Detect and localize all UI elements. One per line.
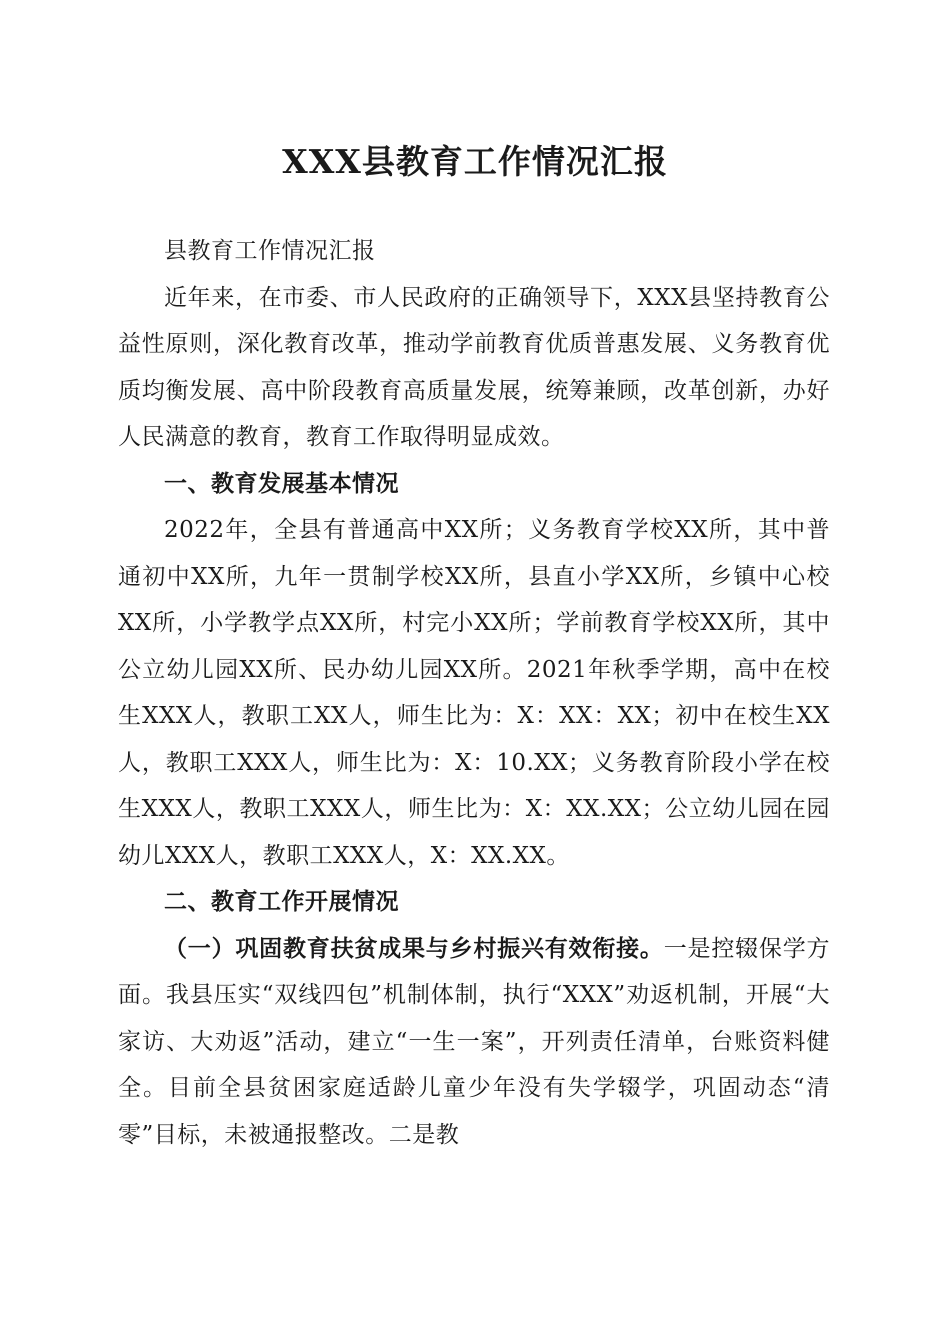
section-2-heading: 二、教育工作开展情况 <box>164 889 399 915</box>
section-1-heading: 一、教育发展基本情况 <box>164 470 399 497</box>
document-body <box>118 228 830 1158</box>
section-2-paragraph-text: 一是控辍保学方面。我县压实“双线四包”机制体制，执行“XXX”劝返机制，开展“大家访、大劝返”活动，建立“一生一案”，开列责任清单，台账资料健全。目前全县贫困家庭适龄儿童少年没有失学辍学，巩固动态“清零”目标，未被通报整改。二是教 <box>118 935 831 1148</box>
document-title: XXX县教育工作情况汇报 <box>282 142 668 181</box>
section-2-paragraph <box>118 926 830 1159</box>
intro-paragraph: 近年来，在市委、市人民政府的正确领导下，XXX县坚持教育公益性原则，深化教育改革，推动学前教育优质普惠发展、义务教育优质均衡发展、高中阶段教育高质量发展，统筹兼顾，改革创新，办好人民满意的教育，教育工作取得明显成效。 <box>118 284 830 450</box>
section-1-paragraph: 2022年，全县有普通高中XX所；义务教育学校XX所，其中普通初中XX所，九年一贯制学校XX所，县直小学XX所，乡镇中心校XX所，小学教学点XX所，村完小XX所；学前教育学校XX所，其中公立幼儿园XX所、民办幼儿园XX所。2021年秋季学期，高中在校生XXX人，教职工XX人，师生比为：X：XX：XX；初中在校生XX人，教职工XXX人，师生比为：X：10.XX；义务教育阶段小学在校生XXX人，教职工XXX人，师生比为：X：XX.XX；公立幼儿园在园幼儿XXX人，教职工XXX人，X：XX.XX。 <box>118 517 830 869</box>
subtitle-line: 县教育工作情况汇报 <box>164 238 376 264</box>
section-2-subheading: （一）巩固教育扶贫成果与乡村振兴有效衔接。 <box>164 935 664 962</box>
